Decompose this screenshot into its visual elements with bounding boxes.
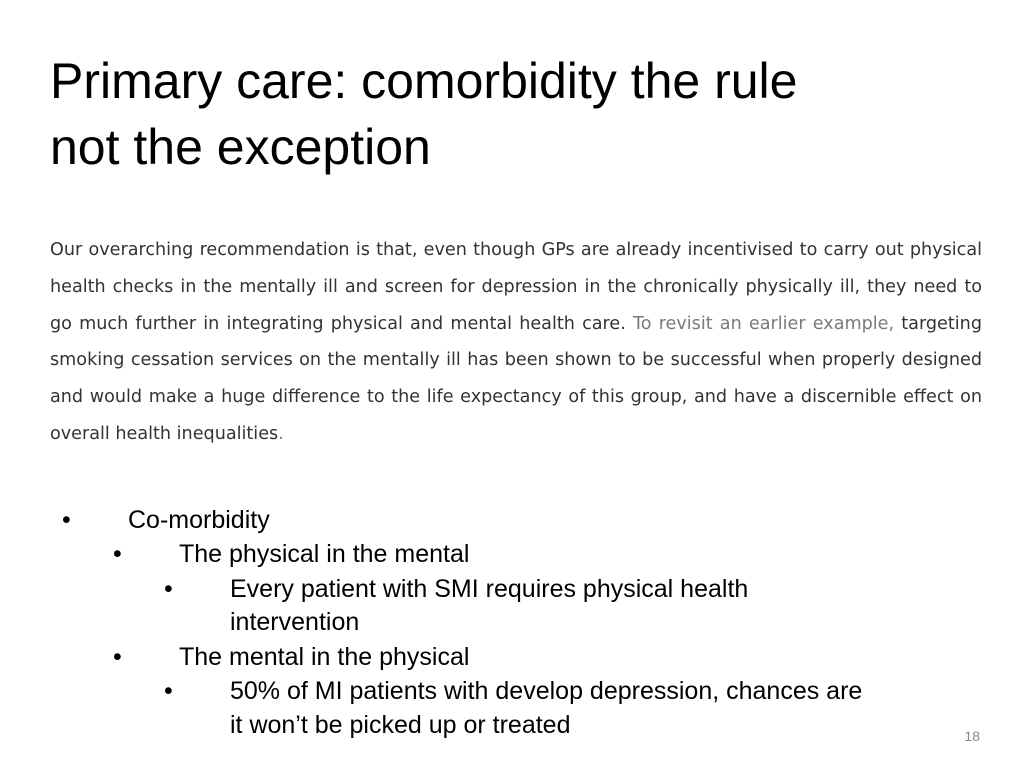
bullet-text-depression-line-1: 50% of MI patients with develop depression, chances are (230, 677, 863, 705)
body-paragraph (50, 232, 982, 453)
bullet-dot: • (113, 540, 122, 568)
slide-title (50, 48, 980, 180)
bullet-text-physical-in-mental: The physical in the mental (179, 540, 470, 568)
page-number: 18 (964, 728, 980, 744)
bullet-text-mental-in-physical: The mental in the physical (179, 643, 470, 671)
bullet-text-comorbidity: Co-morbidity (128, 506, 270, 534)
bullet-text-depression-line-2: it won’t be picked up or treated (230, 711, 571, 739)
paragraph-part-1: Our overarching recommendation is that, even though GPs are already incentivised to carry out physical health checks in the mentally ill and screen for depression in the chronically physically ill, they need to go much further in integrating physical and mental health care. (50, 240, 982, 334)
bullet-dot: • (164, 677, 173, 705)
paragraph-part-4: . (278, 423, 284, 444)
bullet-dot: • (113, 643, 122, 671)
paragraph-part-3: targeting smoking cessation services on the mentally ill has been shown to be successful when properly designed and would make a huge difference to the life expectancy of this group, and have a discernible effect on overall health inequalities (50, 313, 982, 444)
slide-title-line-2: not the exception (50, 119, 431, 175)
slide-title-line-1: Primary care: comorbidity the rule (50, 53, 798, 109)
bullet-dot: • (62, 506, 71, 534)
paragraph-part-2: To revisit an earlier example, (632, 313, 902, 334)
bullet-text-smi-line-1: Every patient with SMI requires physical health (230, 575, 749, 603)
bullet-dot: • (164, 575, 173, 603)
bullet-text-smi-line-2: intervention (230, 608, 360, 636)
